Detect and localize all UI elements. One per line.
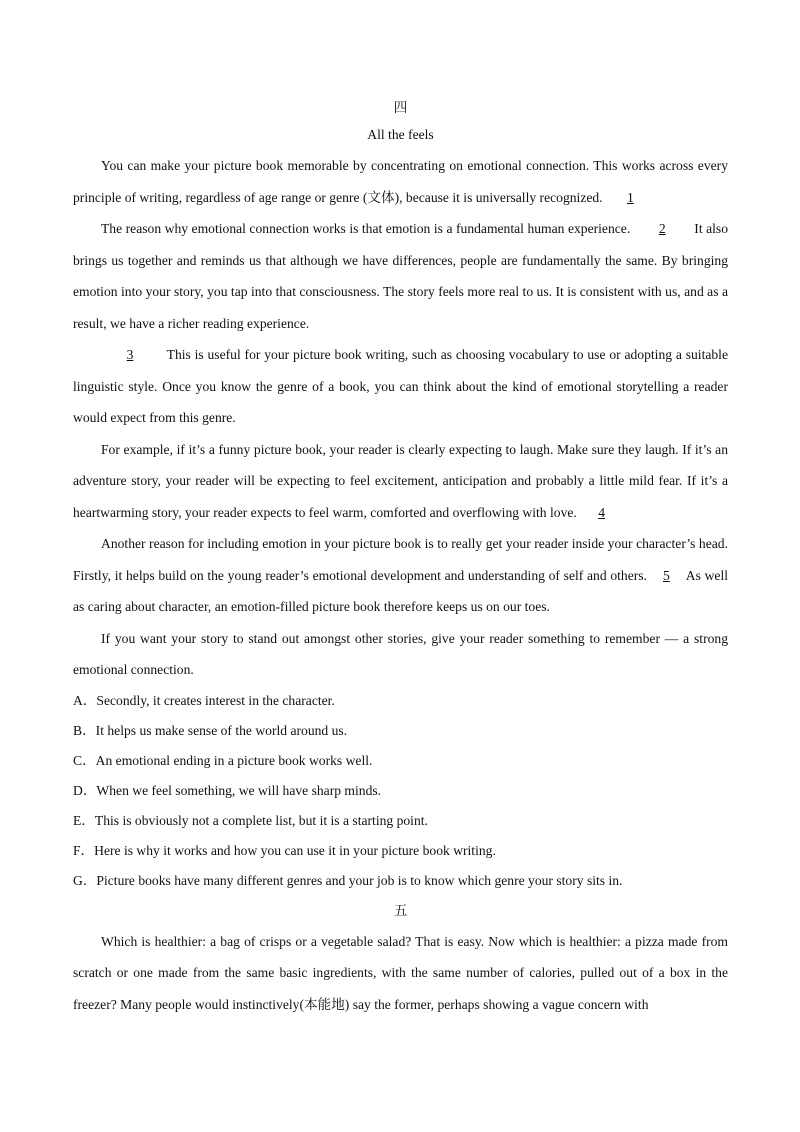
option-letter: D． (73, 782, 97, 798)
option-letter: G． (73, 872, 97, 888)
blank-1[interactable]: 1 (626, 189, 634, 205)
paragraph-s5-1 (73, 926, 728, 1021)
paragraph-text: It also brings us together and reminds us that although we have differences, people are fundamentally the same. By bringing emotion into your story, you tap into that consciousness. The story feels more real to us. It is consistent with us, and as a result, we have a richer reading experience. (73, 221, 729, 331)
paragraph-text: Which is healthier: a bag of crisps or a vegetable salad? That is easy. Now which is healthier: a pizza made from scratch or one made from the same basic ingredients, with the same number of calories, pulled out of a box in the freezer? Many people would instinctively(本能地) say the former, perhaps showing a vague concern with (73, 933, 728, 1012)
answer-options (73, 686, 728, 896)
blank-4[interactable]: 4 (598, 504, 605, 520)
paragraph-6 (73, 623, 728, 686)
passage-title: All the feels (367, 127, 434, 142)
option-text: An emotional ending in a picture book works well. (95, 752, 373, 768)
document-page (73, 96, 728, 1020)
blank-5[interactable]: 5 (662, 567, 670, 583)
paragraph-2 (73, 213, 728, 339)
option-g[interactable] (73, 866, 728, 896)
option-letter: E． (73, 812, 95, 828)
option-c[interactable] (73, 746, 728, 776)
paragraph-text: This is useful for your picture book writing, such as choosing vocabulary to use or adopting a suitable linguistic style. Once you know the genre of a book, you can think about the kind of emotional storytelling a reader would expect from this genre. (73, 347, 728, 425)
paragraph-text: For example, if it’s a funny picture book, your reader is clearly expecting to laugh. Make sure they laugh. If it’s an adventure story, your reader will be expecting to feel excitement, anticipation and probably a little mild fear. If it’s a heartwarming story, your reader expects to feel warm, comforted and overflowing with love. (73, 441, 728, 520)
option-a[interactable] (73, 686, 728, 716)
paragraph-text: The reason why emotional connection works is that emotion is a fundamental human experience. (101, 221, 631, 236)
option-text: This is obviously not a complete list, but it is a starting point. (94, 812, 428, 828)
option-text: Here is why it works and how you can use it in your picture book writing. (94, 842, 496, 858)
paragraph-3 (73, 339, 728, 434)
option-b[interactable] (73, 716, 728, 746)
option-text: Secondly, it creates interest in the character. (96, 692, 335, 708)
option-f[interactable] (73, 836, 728, 866)
option-text: Picture books have many different genres and your job is to know which genre your story sits in. (96, 872, 623, 888)
option-letter: B． (73, 722, 96, 738)
option-d[interactable] (73, 776, 728, 806)
paragraph-text: As well as caring about character, an emotion-filled picture book therefore keeps us on our toes. (73, 567, 729, 614)
option-letter: C． (73, 752, 96, 768)
paragraph-text: Another reason for including emotion in your picture book is to really get your reader inside your character’s head. Firstly, it helps build on the young reader’s emotional development and understanding of self and others. (73, 536, 728, 583)
paragraph-5 (73, 528, 728, 623)
paragraph-4 (73, 434, 728, 529)
option-e[interactable] (73, 806, 728, 836)
blank-3[interactable]: 3 (126, 347, 134, 362)
paragraph-text: If you want your story to stand out amongst other stories, give your reader something to remember — a strong emotional connection. (73, 630, 728, 677)
option-text: It helps us make sense of the world around us. (95, 722, 348, 738)
section-number: 四 (393, 100, 408, 115)
option-letter: A． (73, 692, 97, 708)
option-text: When we feel something, we will have sharp minds. (96, 782, 382, 798)
paragraph-text: You can make your picture book memorable by concentrating on emotional connection. This works across every principle of writing, regardless of age range or genre (文体), because it is universally recognized. (73, 158, 728, 205)
section-number: 五 (393, 902, 408, 918)
blank-2[interactable]: 2 (658, 221, 666, 236)
paragraph-1 (73, 150, 728, 213)
option-letter: F． (73, 842, 95, 858)
